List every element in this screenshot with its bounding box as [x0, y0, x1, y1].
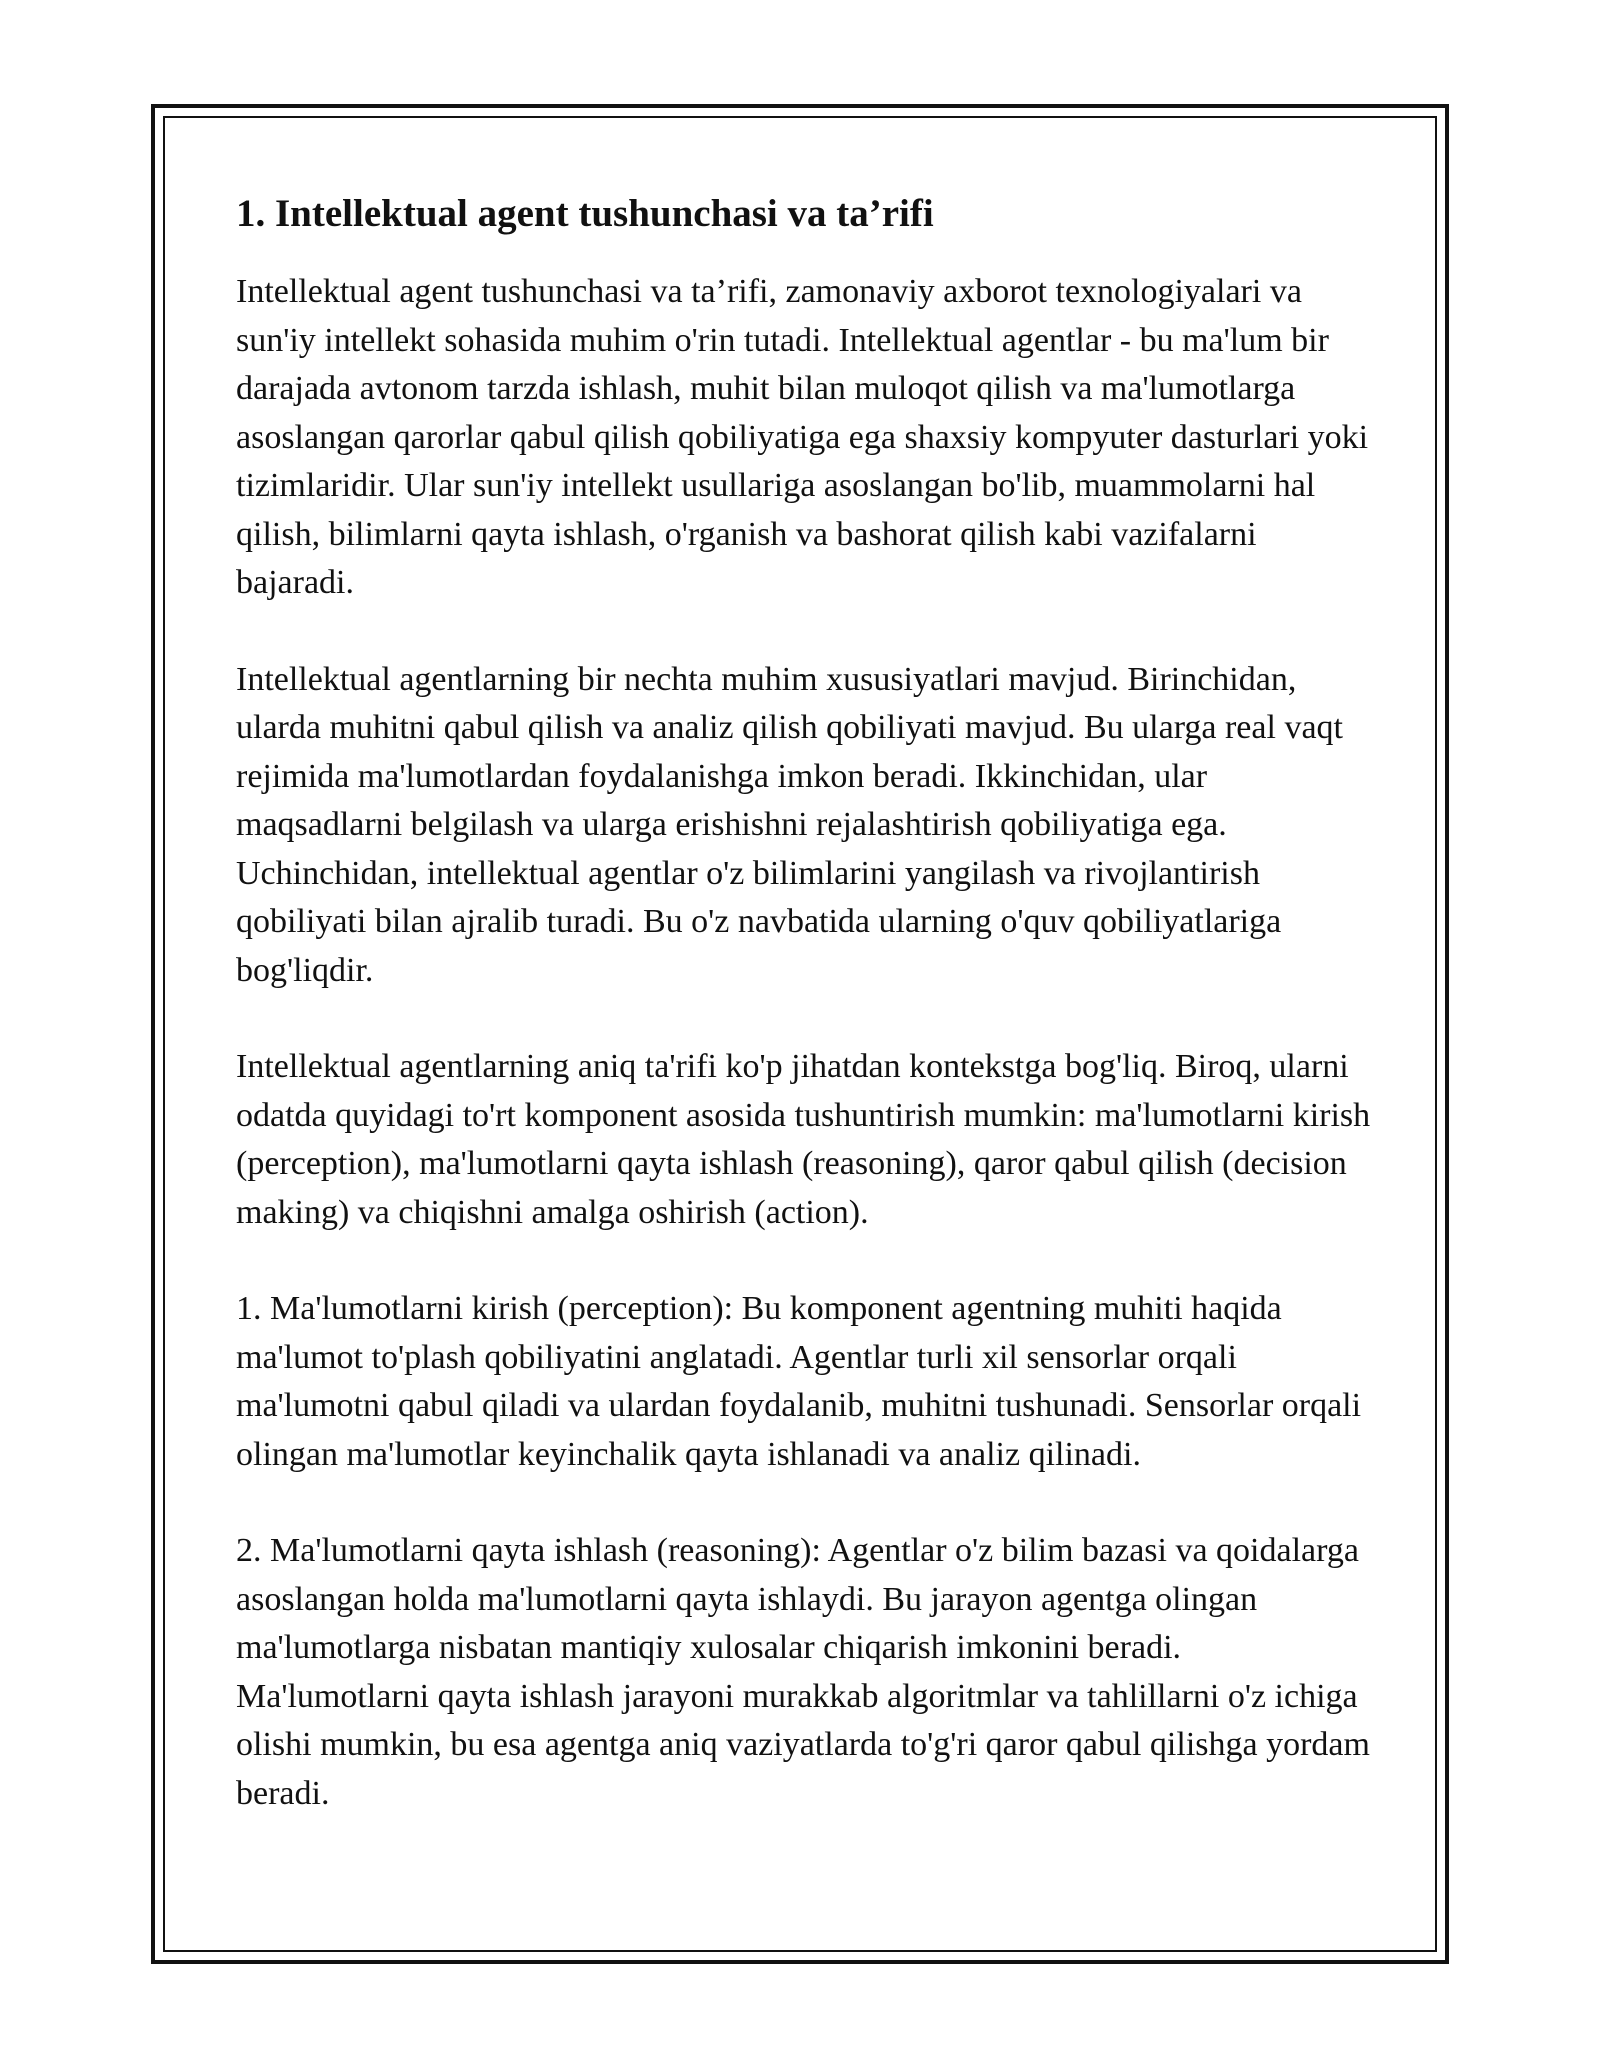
paragraph-definition: Intellektual agent tushunchasi va ta’rifi, zamonaviy axborot texnologiyalari va sun'iy intellekt sohasida muhim o'rin tutadi. Intellektual agentlar - bu ma'lum bir darajada avtonom tarzda ishlash, muhit bilan muloqot qilish va ma'lumotlarga asoslangan qarorlar qabul qilish qobiliyatiga ega shaxsiy kompyuter dasturlari yoki tizimlaridir. Ular sun'iy intellekt usullariga asoslangan bo'lib, muammolarni hal qilish, bilimlarni qayta ishlash, o'rganish va bashorat qilish kabi vazifalarni bajaradi.: [236, 273, 1369, 601]
document-body: [236, 186, 1376, 1866]
paragraph-features: Intellektual agentlarning bir nechta muhim xususiyatlari mavjud. Birinchidan, ularda muhitni qabul qilish va analiz qilish qobiliyati mavjud. Bu ularga real vaqt rejimida ma'lumotlardan foydalanishga imkon beradi. Ikkinchidan, ular maqsadlarni belgilash va ularga erishishni rejalashtirish qobiliyatiga ega. Uchinchidan, intellektual agentlar o'z bilimlarini yangilash va rivojlantirish qobiliyati bilan ajralib turadi. Bu o'z navbatida ularning o'quv qobiliyatlariga bog'liqdir.: [236, 660, 1343, 989]
paragraph-perception: 1. Ma'lumotlarni kirish (perception): Bu komponent agentning muhiti haqida ma'lumot to'plash qobiliyatini anglatadi. Agentlar turli xil sensorlar orqali ma'lumotni qabul qiladi va ulardan foydalanib, muhitni tushunadi. Sensorlar orqali olingan ma'lumotlar keyinchalik qayta ishlanadi va analiz qilinadi.: [236, 1290, 1362, 1473]
section-heading: 1. Intellektual agent tushunchasi va ta’rifi: [236, 192, 934, 235]
paragraph-reasoning: 2. Ma'lumotlarni qayta ishlash (reasoning): Agentlar o'z bilim bazasi va qoidalarga asoslangan holda ma'lumotlarni qayta ishlaydi. Bu jarayon agentga olingan ma'lumotlarga nisbatan mantiqiy xulosalar chiqarish imkonini beradi. Ma'lumotlarni qayta ishlash jarayoni murakkab algoritmlar va tahlillarni o'z ichiga olishi mumkin, bu esa agentga aniq vaziyatlarda to'g'ri qaror qabul qilishga yordam beradi.: [236, 1532, 1370, 1812]
paragraph-components: Intellektual agentlarning aniq ta'rifi ko'p jihatdan kontekstga bog'liq. Biroq, ularni odatda quyidagi to'rt komponent asosida tushuntirish mumkin: ma'lumotlarni kirish (perception), ma'lumotlarni qayta ishlash (reasoning), qaror qabul qilish (decision making) va chiqishni amalga oshirish (action).: [236, 1048, 1371, 1231]
